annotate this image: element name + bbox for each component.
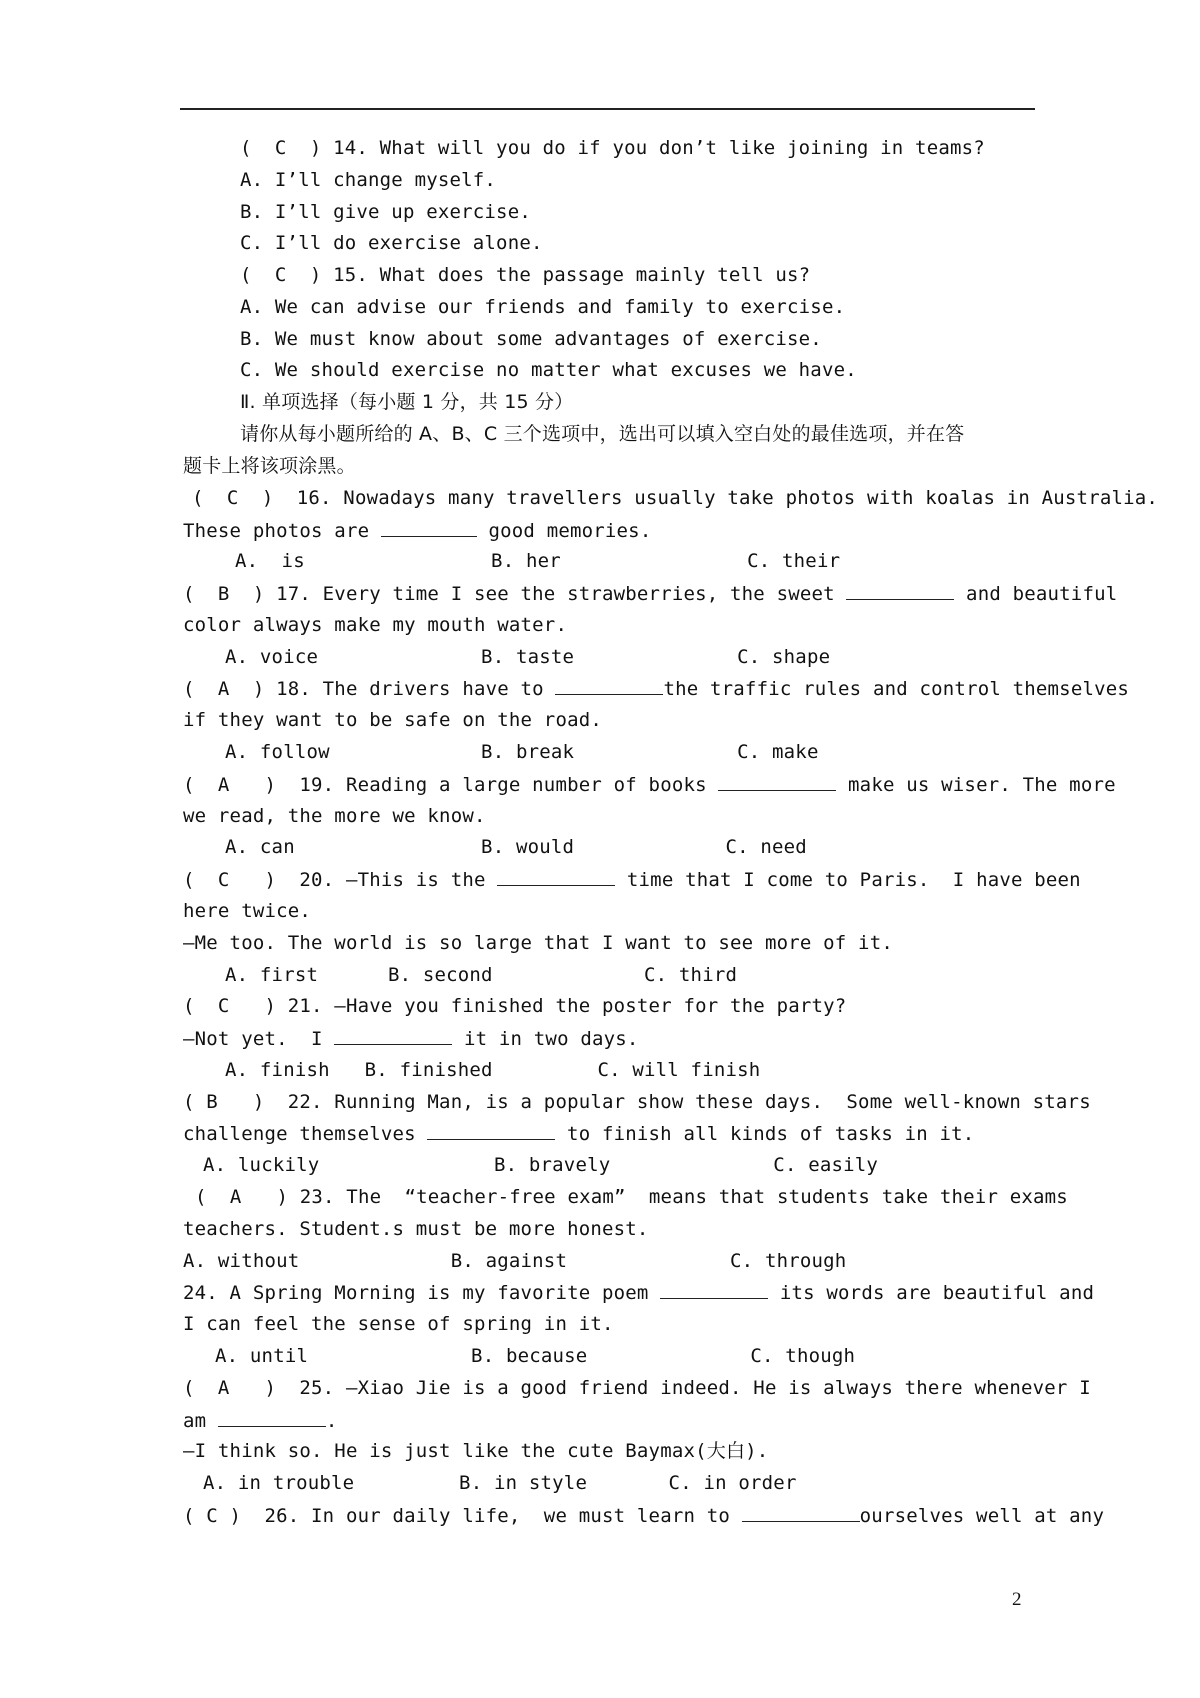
- page-number: 2: [1012, 1589, 1022, 1610]
- text-line: [192, 486, 1158, 510]
- text-line: [240, 200, 531, 224]
- answer-blank: [497, 867, 615, 886]
- text-line: [183, 1439, 768, 1463]
- text-segment: it in two days.: [452, 1028, 639, 1050]
- text-segment: teachers. Student.s must be more honest.: [183, 1218, 649, 1240]
- answer-blank: [427, 1121, 555, 1140]
- text-segment: These photos are: [183, 520, 381, 542]
- answer-blank: [555, 676, 663, 695]
- text-line: [235, 549, 840, 573]
- text-segment: A. until B. because C. though: [215, 1345, 856, 1367]
- answer-blank: [381, 518, 477, 537]
- text-line: [183, 931, 893, 955]
- text-segment: good memories.: [476, 520, 652, 542]
- text-segment: ( A ) 18. The drivers have to: [183, 678, 556, 700]
- text-segment: C. We should exercise no matter what excuses we have.: [240, 359, 857, 381]
- answer-blank: [718, 772, 836, 791]
- text-line: [183, 899, 311, 923]
- text-line: [183, 1408, 338, 1433]
- text-segment: ( C ) 26. In our daily life, we must learn to: [183, 1505, 742, 1527]
- text-line: [183, 1249, 846, 1273]
- text-segment: ( A ) 23. The “teacher-free exam” means that students take their exams: [195, 1186, 1068, 1208]
- text-line: [183, 1280, 1094, 1305]
- text-segment: challenge themselves: [183, 1123, 428, 1145]
- text-line: [203, 1153, 878, 1177]
- text-segment: A. We can advise our friends and family to exercise.: [240, 296, 846, 318]
- text-segment: A. finish B. finished C. will finish: [225, 1059, 761, 1081]
- text-line: [183, 518, 651, 543]
- answer-blank: [334, 1026, 452, 1045]
- text-line: [225, 740, 819, 764]
- text-segment: ( A ) 25. —Xiao Jie is a good friend indeed. He is always there whenever I: [183, 1377, 1091, 1399]
- text-segment: color always make my mouth water.: [183, 614, 568, 636]
- text-line: [225, 835, 807, 859]
- text-line: [240, 263, 810, 287]
- text-segment: to finish all kinds of tasks in it.: [555, 1123, 975, 1145]
- text-segment: A. in trouble B. in style C. in order: [203, 1472, 797, 1494]
- text-segment: and beautiful: [954, 583, 1118, 605]
- text-line: [240, 295, 845, 319]
- text-line: [225, 1058, 760, 1082]
- text-segment: we read, the more we know.: [183, 805, 486, 827]
- text-segment: A. without B. against C. through: [183, 1250, 847, 1272]
- text-segment: C. I’ll do exercise alone.: [240, 232, 543, 254]
- answer-blank: [660, 1280, 768, 1299]
- text-segment: .: [325, 1410, 338, 1432]
- text-line: [240, 422, 964, 446]
- text-line: [240, 136, 985, 160]
- text-segment: ( C ) 15. What does the passage mainly tell us?: [240, 264, 811, 286]
- text-line: [240, 390, 573, 414]
- text-line: [240, 358, 857, 382]
- answer-blank: [742, 1503, 860, 1522]
- text-segment: A. I’ll change myself.: [240, 169, 497, 191]
- text-segment: A. follow B. break C. make: [225, 741, 819, 763]
- text-segment: A. voice B. taste C. shape: [225, 646, 831, 668]
- text-segment: if they want to be safe on the road.: [183, 709, 603, 731]
- text-segment: 请你从每小题所给的 A、B、C 三个选项中，选出可以填入空白处的最佳选项，并在答: [240, 423, 965, 445]
- text-line: [225, 645, 830, 669]
- text-line: [240, 168, 496, 192]
- text-line: [183, 613, 567, 637]
- text-segment: ( A ) 19. Reading a large number of books: [183, 774, 719, 796]
- text-line: [225, 963, 737, 987]
- text-line: [183, 1090, 1091, 1114]
- text-line: [183, 708, 602, 732]
- text-line: [215, 1344, 855, 1368]
- text-segment: —Me too. The world is so large that I want to see more of it.: [183, 932, 893, 954]
- text-segment: its words are beautiful and: [768, 1282, 1095, 1304]
- text-line: [183, 1026, 639, 1051]
- text-segment: —I think so. He is just like the cute Baymax(大白).: [183, 1440, 769, 1462]
- answer-blank: [218, 1408, 326, 1427]
- text-segment: here twice.: [183, 900, 312, 922]
- text-segment: ( B ) 22. Running Man, is a popular show these days. Some well-known stars: [183, 1091, 1091, 1113]
- text-segment: A. first B. second C. third: [225, 964, 738, 986]
- text-segment: ( B ) 17. Every time I see the strawberries, the sweet: [183, 583, 847, 605]
- text-line: [183, 1121, 974, 1146]
- text-segment: A. luckily B. bravely C. easily: [203, 1154, 879, 1176]
- text-line: [183, 994, 846, 1018]
- text-segment: make us wiser. The more: [836, 774, 1116, 796]
- text-line: [195, 1185, 1068, 1209]
- text-segment: 24. A Spring Morning is my favorite poem: [183, 1282, 661, 1304]
- text-line: [183, 772, 1116, 797]
- text-line: [183, 1503, 1104, 1528]
- text-line: [183, 1376, 1091, 1400]
- text-segment: 题卡上将该项涂黑。: [183, 455, 356, 477]
- text-line: [240, 231, 543, 255]
- text-line: [183, 804, 486, 828]
- text-segment: I can feel the sense of spring in it.: [183, 1313, 614, 1335]
- text-segment: B. I’ll give up exercise.: [240, 201, 531, 223]
- text-segment: B. We must know about some advantages of exercise.: [240, 328, 822, 350]
- answer-blank: [846, 581, 954, 600]
- text-segment: —Not yet. I: [183, 1028, 335, 1050]
- text-line: [183, 454, 356, 478]
- text-segment: Ⅱ. 单项选择（每小题 1 分，共 15 分）: [240, 391, 574, 413]
- text-segment: the traffic rules and control themselves: [663, 678, 1130, 700]
- text-line: [183, 867, 1081, 892]
- text-segment: A. is B. her C. their: [235, 550, 841, 572]
- text-segment: ( C ) 14. What will you do if you don’t like joining in teams?: [240, 137, 985, 159]
- text-segment: ( C ) 21. —Have you finished the poster for the party?: [183, 995, 847, 1017]
- text-line: [203, 1471, 797, 1495]
- text-line: [183, 676, 1129, 701]
- header-rule: [180, 108, 1035, 110]
- text-line: [183, 1312, 614, 1336]
- text-segment: am: [183, 1410, 218, 1432]
- text-line: [183, 581, 1117, 606]
- text-line: [240, 327, 822, 351]
- text-segment: ourselves well at any: [859, 1505, 1105, 1527]
- text-segment: time that I come to Paris. I have been: [615, 869, 1081, 891]
- text-segment: ( C ) 20. —This is the: [183, 869, 498, 891]
- text-segment: ( C ) 16. Nowadays many travellers usually take photos with koalas in Australia.: [192, 487, 1159, 509]
- text-segment: A. can B. would C. need: [225, 836, 807, 858]
- text-line: [183, 1217, 649, 1241]
